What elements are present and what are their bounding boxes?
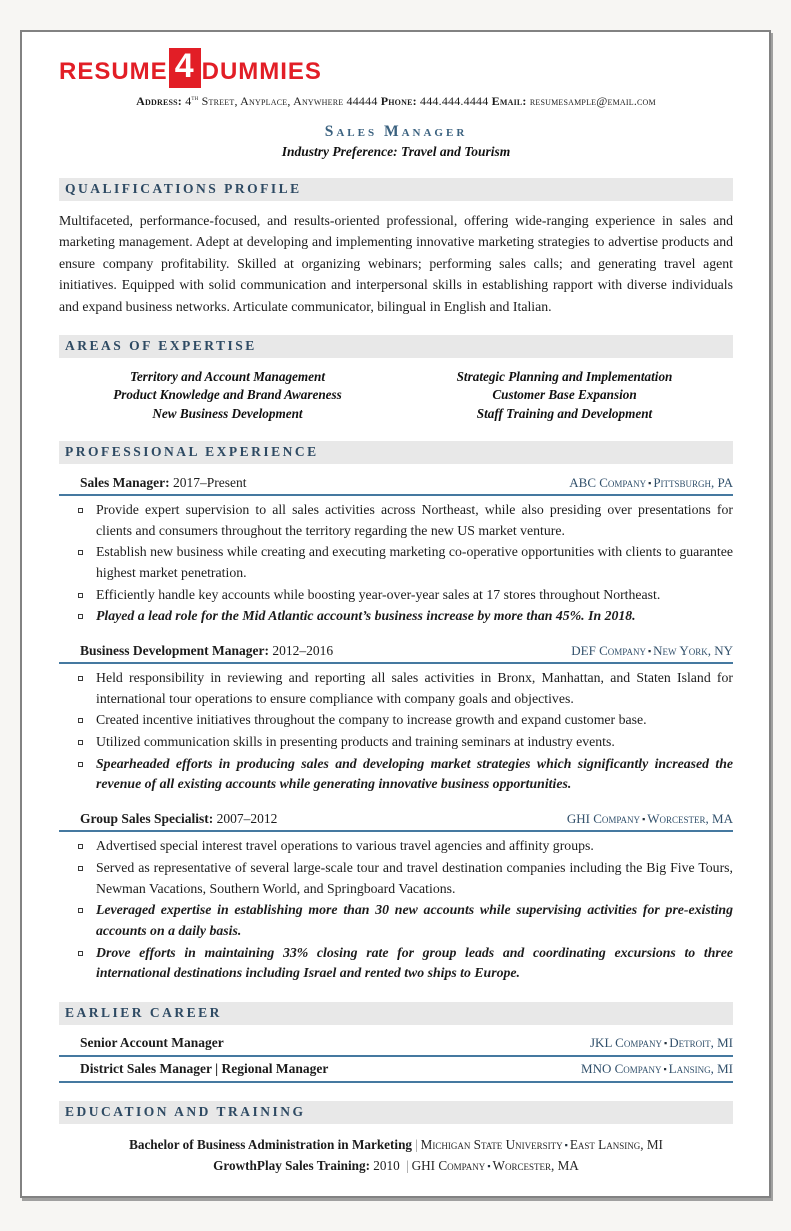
logo-word-resume: resume	[59, 49, 168, 87]
bullet-item	[59, 754, 733, 795]
address-ordinal: th	[191, 92, 199, 102]
training-date: 2010	[369, 1158, 403, 1174]
company-location: Lansing, MI	[668, 1060, 733, 1076]
company-location: Detroit, MI	[669, 1034, 733, 1050]
bullet-text-achievement: Leveraged expertise in establishing more than 30 new accounts while supervising activities for pre-existing accounts on a daily basis.	[96, 902, 733, 938]
square-separator-icon: ▪	[648, 477, 652, 488]
institution-location	[412, 1158, 579, 1173]
education-row	[59, 1134, 733, 1155]
bullet-item	[59, 836, 733, 857]
career-title: Senior Account Manager	[80, 1034, 224, 1050]
institution-name: GHI Company	[411, 1158, 486, 1174]
address-number: 4	[185, 93, 192, 108]
career-row	[59, 1057, 733, 1083]
education-row	[59, 1155, 733, 1176]
square-separator-icon: ▪	[664, 1037, 668, 1048]
career-company-location	[581, 1061, 733, 1077]
job-dates: 2012–2016	[269, 643, 334, 659]
bullet-item	[59, 500, 733, 541]
institution-name: Michigan State University	[420, 1136, 563, 1152]
industry-preference: Industry Preference: Travel and Tourism	[281, 143, 511, 159]
job-bullet-list	[59, 668, 733, 795]
bullet-item	[59, 542, 733, 583]
expertise-column-left	[59, 368, 396, 423]
job-title-dates	[80, 475, 246, 491]
job-entry-sales-manager	[59, 473, 733, 627]
job-company-location	[569, 475, 733, 491]
bullet-text: Efficiently handle key accounts while boosting year-over-year sales at 17 stores throughout Northeast.	[96, 586, 661, 602]
job-title: Sales Manager:	[80, 474, 170, 490]
email-label: Email:	[491, 93, 527, 108]
bullet-item	[59, 858, 733, 899]
company-name: DEF Company	[571, 643, 646, 659]
job-header	[59, 809, 733, 832]
section-heading-earlier-career: EARLIER CAREER	[59, 1002, 733, 1025]
logo-word-dummies: dummies	[201, 49, 322, 87]
job-header	[59, 473, 733, 496]
square-bullet-icon	[78, 550, 83, 555]
earlier-career-rows	[59, 1031, 733, 1083]
address-value: Street, Anyplace, Anywhere 44444	[198, 93, 381, 108]
section-heading-qualifications: QUALIFICATIONS PROFILE	[59, 178, 733, 201]
square-bullet-icon	[78, 740, 83, 745]
bullet-text-achievement: Spearheaded efforts in producing sales and developing market strategies which significantly increased the revenue of all existing accounts while generating innovative business opportunities.	[96, 755, 733, 792]
pipe-separator: |	[415, 1136, 418, 1152]
contact-line	[59, 93, 733, 109]
expertise-column-right	[396, 368, 733, 423]
square-bullet-icon	[78, 951, 83, 956]
resume-page	[20, 30, 771, 1198]
square-bullet-icon	[78, 908, 83, 913]
bullet-text: Served as representative of several large-scale tour and travel destination companies including the Big Five Tours, Newman Vacations, Southern World, and Springboard Vacations.	[96, 859, 733, 896]
degree-name: Bachelor of Business Administration in Marketing	[129, 1136, 413, 1152]
square-bullet-icon	[78, 844, 83, 849]
company-name: MNO Company	[581, 1060, 662, 1076]
company-name: GHI Company	[566, 811, 641, 827]
qualifications-summary: Multifaceted, performance-focused, and results-oriented professional, offering wide-ranging experience in sales and marketing management. Adept at developing and implementing innovative marketing strategies to advertise products and ensure company profitability. Skilled at organizing webinars; performing sales calls; and generating travel agent initiatives. Equipped with solid communication and interpersonal skills in establishing rapport with diverse individuals and expand business networks. Articulate communicator, bilingual in English and Italian.	[59, 212, 733, 314]
bullet-text-achievement: Played a lead role for the Mid Atlantic account’s business increase by more than 45%. In 2018.	[96, 608, 636, 624]
bullet-item	[59, 732, 733, 753]
expertise-item: New Business Development	[152, 405, 303, 421]
job-dates: 2017–Present	[169, 474, 247, 490]
education-rows	[59, 1134, 733, 1176]
square-bullet-icon	[78, 614, 83, 619]
institution-city: Worcester, MA	[492, 1158, 579, 1174]
square-bullet-icon	[78, 676, 83, 681]
logo-four-block: 4	[169, 48, 201, 88]
expertise-columns	[59, 368, 733, 423]
square-separator-icon: ▪	[663, 1063, 667, 1074]
section-heading-experience: PROFESSIONAL EXPERIENCE	[59, 441, 733, 464]
expertise-item: Staff Training and Development	[476, 405, 653, 421]
job-bullet-list	[59, 836, 733, 984]
expertise-item: Strategic Planning and Implementation	[456, 369, 673, 385]
bullet-item	[59, 668, 733, 709]
bullet-text-achievement: Drove efforts in maintaining 33% closing rate for group leads and coordinating excursions to three international destinations including Israel and rented two ships to Europe.	[96, 944, 733, 981]
square-bullet-icon	[78, 718, 83, 723]
bullet-text: Created incentive initiatives throughout the company to increase growth and expand customer base.	[96, 712, 647, 728]
job-bullet-list	[59, 500, 733, 627]
bullet-text: Utilized communication skills in presenting products and training seminars at industry events.	[96, 734, 615, 750]
square-separator-icon: ▪	[487, 1161, 491, 1172]
institution-city: East Lansing, MI	[569, 1136, 663, 1152]
expertise-item: Territory and Account Management	[129, 369, 326, 385]
career-company-location	[590, 1035, 733, 1051]
company-name: JKL Company	[590, 1034, 663, 1050]
career-row	[59, 1031, 733, 1057]
training-name: GrowthPlay Sales Training:	[213, 1158, 370, 1174]
expertise-item: Product Knowledge and Brand Awareness	[113, 387, 342, 403]
square-separator-icon: ▪	[647, 646, 652, 657]
section-heading-expertise: AREAS OF EXPERTISE	[59, 335, 733, 358]
email-value: resumesample@email.com	[526, 93, 656, 108]
company-name: ABC Company	[569, 474, 647, 490]
job-title: Business Development Manager:	[80, 643, 269, 659]
square-bullet-icon	[78, 866, 83, 871]
bullet-text: Advertised special interest travel operations to various travel agencies and affinity groups.	[96, 838, 594, 854]
job-entry-business-development-manager	[59, 641, 733, 795]
expertise-item: Customer Base Expansion	[492, 387, 637, 403]
bullet-item	[59, 900, 733, 941]
job-title-dates	[80, 811, 277, 827]
company-location: Worcester, MA	[647, 811, 733, 827]
bullet-text: Held responsibility in reviewing and reporting all sales activities in Bronx, Manhattan, and Staten Island for international tour operations to ensure compliance with company goals and objectives.	[96, 670, 733, 706]
job-entry-group-sales-specialist	[59, 809, 733, 984]
bullet-item	[59, 943, 733, 984]
bullet-text: Establish new business while creating and executing marketing co-operative opportunities with clients to guarantee highest market penetration.	[96, 544, 733, 580]
job-title-dates	[80, 643, 333, 659]
section-heading-education: EDUCATION AND TRAINING	[59, 1101, 733, 1124]
job-title: Group Sales Specialist:	[80, 811, 214, 827]
square-bullet-icon	[78, 593, 83, 598]
job-company-location	[571, 643, 733, 659]
job-header	[59, 641, 733, 664]
resume-title: Sales Manager	[324, 122, 468, 140]
square-separator-icon: ▪	[564, 1139, 568, 1150]
resume4dummies-logo	[59, 47, 733, 90]
company-location: Pittsburgh, PA	[653, 474, 733, 490]
bullet-text: Provide expert supervision to all sales activities across Northeast, while also presiding over presentations for clients and consumers throughout the territory regarding the new US market venture.	[96, 501, 733, 538]
institution-location	[421, 1137, 663, 1152]
career-title: District Sales Manager | Regional Manager	[80, 1060, 329, 1076]
phone-label: Phone:	[380, 93, 417, 108]
bullet-item	[59, 710, 733, 731]
pipe-separator: |	[405, 1158, 409, 1174]
square-separator-icon: ▪	[642, 814, 646, 825]
job-company-location	[567, 811, 733, 827]
company-location: New York, NY	[653, 643, 733, 659]
bullet-item	[59, 606, 733, 627]
square-bullet-icon	[78, 762, 83, 767]
square-bullet-icon	[78, 508, 83, 513]
bullet-item	[59, 585, 733, 606]
phone-value: 444.444.4444	[416, 93, 492, 108]
address-label: Address:	[136, 93, 182, 108]
job-dates: 2007–2012	[213, 811, 278, 827]
